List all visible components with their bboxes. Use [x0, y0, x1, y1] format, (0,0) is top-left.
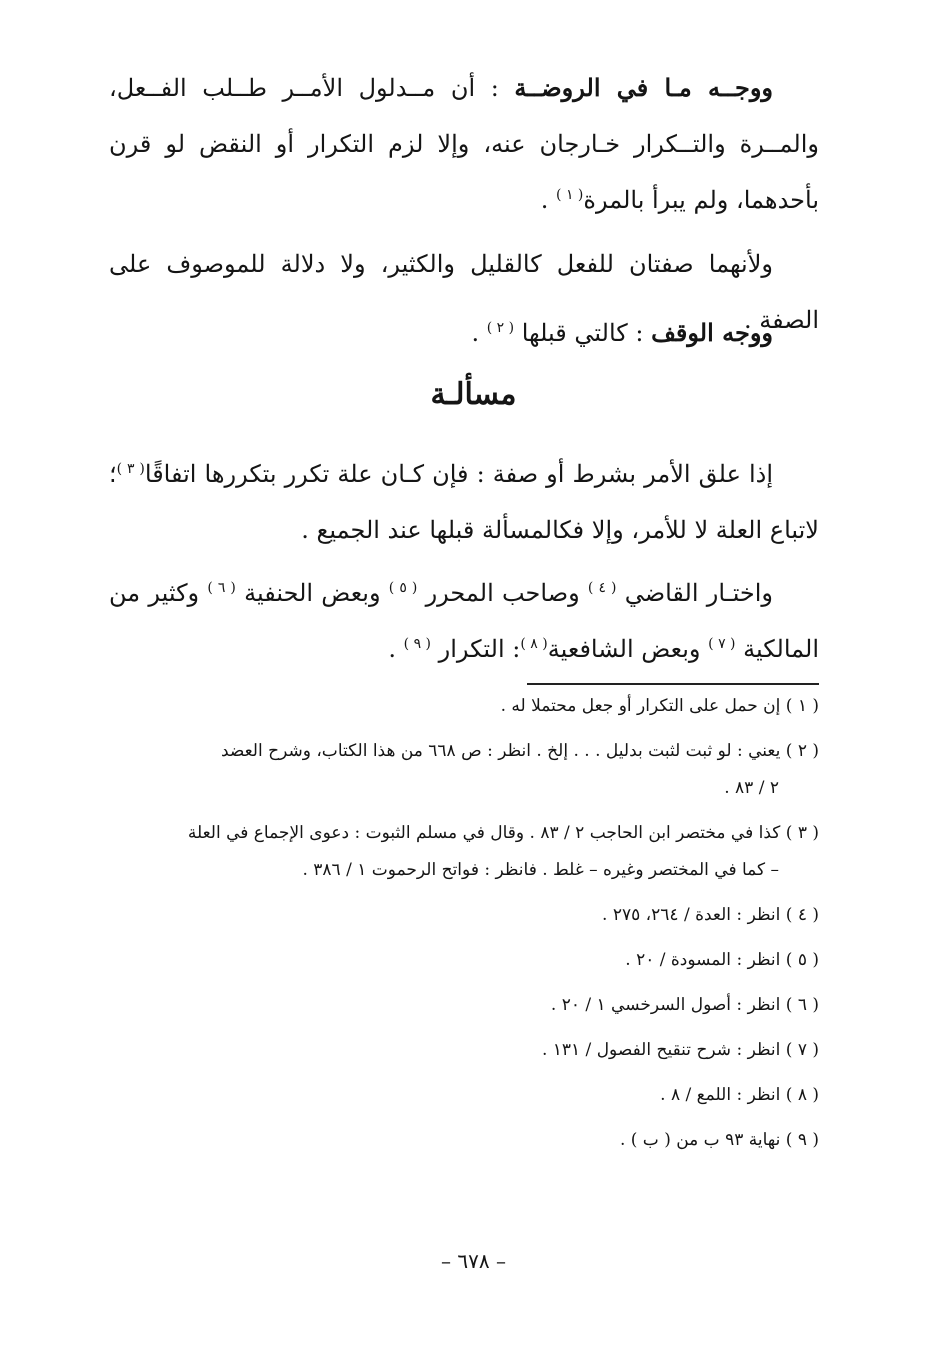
footnote-ref-7: ( ٧ ) — [708, 636, 736, 652]
footnotes — [109, 688, 819, 1167]
footnote-number: ( ٤ ) — [785, 905, 819, 925]
footnote-text: انظر : المسودة / ٢٠ . — [625, 950, 781, 970]
footnote-text: انظر : العدة / ٢٦٤، ٢٧٥ . — [602, 905, 781, 925]
footnote-separator — [527, 683, 819, 685]
paragraph-text: : أن مــدلول الأمــر طــلب الفــعل، والمــرة والتــكرار خـارجان عنه، وإلا لزم التكرار أو النقض لو قرن بأحدهما، ولم يبرأ بالمرة — [109, 74, 819, 214]
paragraph-lead: ووجــه مـا في الروضــة — [514, 73, 773, 102]
footnote-7 — [109, 1032, 819, 1069]
section-heading: مسألـة — [430, 377, 517, 412]
scholar-muharrar: وصاحب المحرر — [425, 579, 580, 607]
paragraph-end: . — [540, 186, 549, 214]
footnote-ref-1: ( ١ ) — [556, 187, 584, 203]
paragraph-scholars — [109, 565, 819, 677]
footnote-ref-5: ( ٥ ) — [388, 580, 418, 596]
footnote-text: انظر : أصول السرخسي ١ / ٢٠ . — [550, 995, 781, 1015]
footnote-number: ( ٧ ) — [785, 1040, 819, 1060]
footnote-text: نهاية ٩٣ ب من ( ب ) . — [619, 1130, 781, 1150]
footnote-number: ( ٨ ) — [785, 1085, 819, 1105]
footnote-ref-8: ( ٨ ) — [520, 636, 548, 652]
paragraph-condition — [109, 446, 819, 558]
footnote-text: انظر : شرح تنقيح الفصول / ١٣١ . — [541, 1040, 781, 1060]
paragraph-end: . — [388, 635, 397, 663]
footnote-ref-9: ( ٩ ) — [403, 636, 432, 652]
footnote-9 — [109, 1122, 819, 1159]
footnote-3 — [109, 815, 819, 889]
footnote-6 — [109, 987, 819, 1024]
footnote-ref-4: ( ٤ ) — [587, 580, 617, 596]
scholar-qadi: واختـار القاضي — [624, 579, 774, 607]
paragraph-text: : التكرار — [438, 635, 521, 663]
scholar-shafiiyya: وبعض الشافعية — [547, 635, 701, 663]
footnote-4 — [109, 897, 819, 934]
footnote-text: كذا في مختصر ابن الحاجب ٢ / ٨٣ . وقال في مسلم الثبوت : دعوى الإجماع في العلة — [187, 823, 781, 843]
footnote-number: ( ٣ ) — [785, 823, 819, 843]
footnote-number: ( ٢ ) — [785, 741, 819, 761]
scholar-hanafiyya: وبعض الحنفية — [244, 579, 381, 607]
footnote-ref-2: ( ٢ ) — [486, 320, 515, 336]
paragraph-text: : كالتي قبلها — [521, 319, 644, 347]
paragraph-text-rest: ؛ لاتباع العلة لا للأمر، وإلا فكالمسألة قبلها عند الجميع . — [109, 460, 819, 544]
footnote-2 — [109, 733, 819, 807]
paragraph-text: ولأنهما صفتان للفعل كالقليل والكثير، ولا دلالة للموصوف على الصفة . — [109, 250, 819, 334]
footnote-8 — [109, 1077, 819, 1114]
footnote-number: ( ١ ) — [785, 696, 819, 716]
footnote-number: ( ٥ ) — [785, 950, 819, 970]
scholar-malikiyya: وكثير من المالكية — [109, 579, 819, 663]
footnote-text: يعني : لو ثبت لثبت بدليل . . . إلخ . انظر : ص ٦٦٨ من هذا الكتاب، وشرح العضد — [220, 741, 781, 761]
footnote-text: إن حمل على التكرار أو جعل محتملا له . — [500, 696, 781, 716]
paragraph-lead: ووجه الوقف — [651, 318, 773, 347]
footnote-1 — [109, 688, 819, 725]
paragraph-text: إذا علق الأمر بشرط أو صفة : فإن كـان علة تكرر بتكررها اتفاقًا — [144, 460, 773, 488]
footnote-ref-3: ( ٣ ) — [116, 461, 145, 477]
footnote-continuation: ٢ / ٨٣ . — [724, 778, 779, 798]
page-number: – ٦٧٨ – — [441, 1249, 506, 1273]
footnote-5 — [109, 942, 819, 979]
footnote-number: ( ٩ ) — [785, 1130, 819, 1150]
footnote-text: انظر : اللمع / ٨ . — [660, 1085, 781, 1105]
paragraph-rawda — [109, 60, 819, 228]
footnote-number: ( ٦ ) — [785, 995, 819, 1015]
footnote-continuation: – كما في المختصر وغيره – غلط . فانظر : فواتح الرحموت ١ / ٣٨٦ . — [302, 860, 779, 880]
paragraph-waqf — [109, 305, 819, 361]
footnote-ref-6: ( ٦ ) — [207, 580, 236, 596]
paragraph-end: . — [471, 319, 480, 347]
